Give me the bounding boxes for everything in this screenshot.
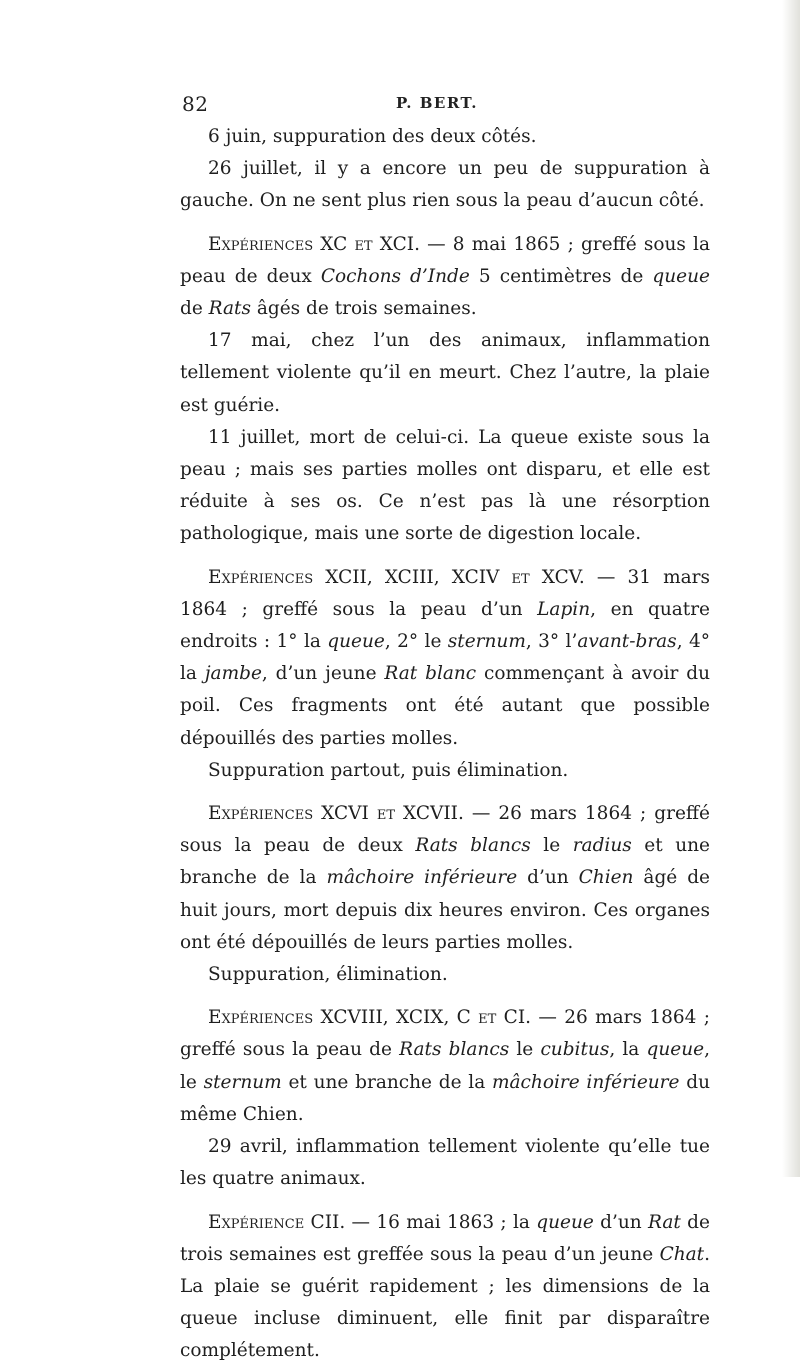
- paragraph: 26 juillet, il y a encore un peu de suppuration à gauche. On ne sent plus rien sous la peau d’aucun côté.: [180, 158, 710, 212]
- text-run: âgés de trois semaines.: [250, 298, 477, 320]
- page-body: [180, 121, 710, 1368]
- text-run: — 8 mai 1865 ; greffé sous la peau de deux: [180, 233, 710, 287]
- text-run: le: [509, 1039, 541, 1061]
- italic-term: Rat: [648, 1211, 681, 1233]
- text-run: commençant à avoir du poil. Ces fragments ont été autant que possible dépouillés des parties molles.: [180, 663, 710, 749]
- paragraph: 29 avril, inflammation tellement violente qu’elle tue les quatre animaux.: [180, 1136, 710, 1190]
- experiment-heading: Expériences XC et XCI.: [208, 233, 420, 255]
- paragraph: Suppuration partout, puis élimination.: [208, 759, 569, 781]
- text-run: , d’un jeune: [261, 663, 385, 685]
- experiment-heading: Expérience CII.: [208, 1211, 346, 1233]
- italic-term: mâchoire inférieure: [491, 1071, 680, 1093]
- paragraph: Suppuration, élimination.: [208, 964, 448, 986]
- text-run: âgé de huit jours, mort depuis dix heures environ. Ces organes ont été dépouillés de leurs parties molles.: [180, 867, 711, 953]
- page-number: 82: [182, 92, 209, 116]
- text-run: , 2° le: [384, 631, 448, 653]
- page-edge-shadow: [782, 0, 800, 1177]
- italic-term: queue: [652, 265, 710, 287]
- running-head: P. BERT.: [396, 94, 479, 112]
- italic-term: avant-bras: [577, 631, 677, 653]
- experiment-heading: Expériences XCVI et XCVII.: [208, 803, 464, 825]
- text-run: , la: [609, 1039, 647, 1061]
- text-run: — 31 mars 1864 ; greffé sous la peau d’un: [180, 566, 711, 620]
- italic-term: queue: [327, 631, 385, 653]
- italic-term: Lapin: [537, 598, 591, 620]
- paragraph: 17 mai, chez l’un des animaux, inflammation tellement violente qu’il en meurt. Chez l’autre, la plaie est guérie.: [180, 330, 710, 416]
- text-run: et une branche de la: [281, 1071, 492, 1093]
- experiment-heading: Expériences XCVIII, XCIX, C et CI.: [208, 1007, 532, 1029]
- italic-term: sternum: [447, 631, 526, 653]
- text-run: — 16 mai 1863 ; la: [345, 1211, 537, 1233]
- experiment-paragraph: [180, 1002, 710, 1131]
- text-run: et une branche de la: [180, 835, 710, 889]
- italic-term: Rats blancs: [415, 835, 531, 857]
- text-run: . La plaie se guérit rapidement ; les dimensions de la queue incluse diminuent, elle finit par disparaître complétement.: [180, 1243, 710, 1362]
- experiment-paragraph: [180, 229, 710, 326]
- italic-term: queue: [536, 1211, 594, 1233]
- text-run: , 4° la: [180, 631, 710, 685]
- italic-term: cubitus: [540, 1039, 610, 1061]
- experiment-paragraph: [180, 1207, 710, 1368]
- text-run: , en quatre endroits : 1° la: [180, 598, 710, 653]
- text-run: de: [180, 298, 209, 320]
- experiment-heading: Expériences XCII, XCIII, XCIV et XCV.: [208, 566, 585, 588]
- italic-term: Cochons d’Inde: [320, 265, 470, 287]
- paragraph: 6 juin, suppuration des deux côtés.: [208, 126, 537, 147]
- italic-term: Rats blancs: [399, 1039, 510, 1061]
- text-run: 5 centimètres de: [469, 265, 653, 287]
- page-header: [182, 92, 702, 122]
- italic-term: Chien: [578, 867, 634, 889]
- text-run: le: [530, 835, 573, 857]
- paragraph: 11 juillet, mort de celui-ci. La queue existe sous la peau ; mais ses parties molles ont disparu, et elle est réduite à ses os. Ce n’est pas là une résorption pathologique, mais une sorte de digestion locale.: [180, 426, 710, 545]
- text-run: — 26 mars 1864 ; greffé sous la peau de: [180, 1007, 711, 1061]
- text-run: , le: [180, 1039, 710, 1093]
- text-run: d’un: [593, 1211, 649, 1233]
- italic-term: Rat blanc: [384, 663, 477, 685]
- italic-term: sternum: [203, 1071, 282, 1093]
- text-run: d’un: [517, 867, 579, 889]
- italic-term: radius: [572, 835, 632, 857]
- italic-term: jambe: [204, 663, 262, 685]
- experiment-paragraph: [180, 562, 710, 755]
- text-run: , 3° l’: [525, 631, 578, 653]
- text-run: de trois semaines est greffée sous la peau d’un jeune: [180, 1211, 710, 1265]
- text-run: — 26 mars 1864 ; greffé sous la peau de deux: [180, 803, 710, 857]
- italic-term: Chat: [659, 1243, 705, 1265]
- experiment-paragraph: [180, 798, 710, 959]
- text-run: du même Chien.: [180, 1071, 710, 1125]
- italic-term: Rats: [208, 298, 251, 320]
- italic-term: mâchoire inférieure: [326, 867, 518, 889]
- italic-term: queue: [646, 1039, 705, 1061]
